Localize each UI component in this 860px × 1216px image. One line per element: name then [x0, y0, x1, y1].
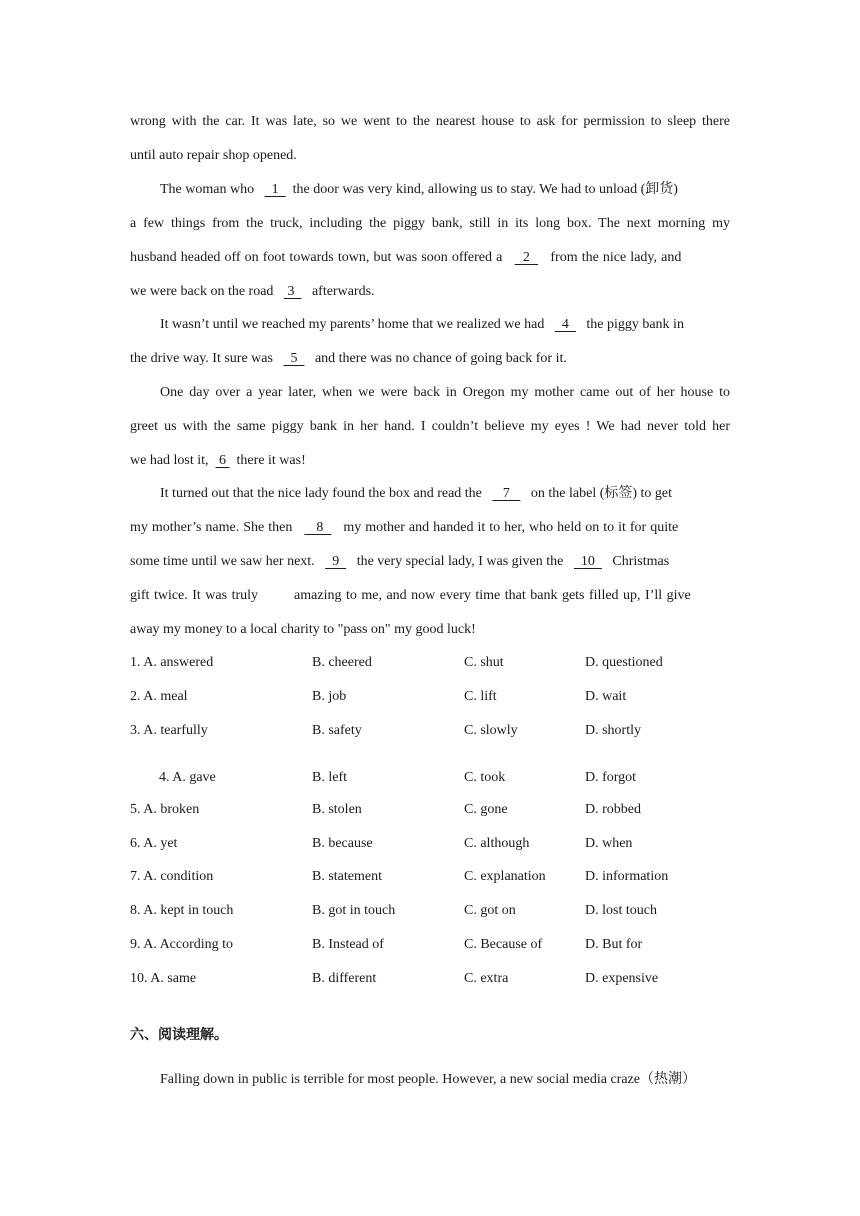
- passage-line: [130, 350, 730, 368]
- blank-3: 3: [287, 284, 295, 299]
- option-c: C. gone: [464, 802, 508, 817]
- option-b: B. left: [312, 770, 347, 785]
- passage-line: [130, 553, 730, 571]
- option-a: 4. A. gave: [159, 770, 216, 785]
- text-segment: amazing to me, and now every time that bank gets filled up, I’ll give: [294, 588, 691, 603]
- passage-line: [130, 452, 730, 470]
- blank-10: 10: [580, 554, 595, 569]
- option-a: 7. A. condition: [130, 869, 214, 884]
- blank-9: 9: [332, 554, 340, 569]
- passage-line: Falling down in public is terrible for most people. However, a new social media craze（热潮）: [160, 1072, 696, 1087]
- text-segment: on the label (标签) to get: [530, 486, 673, 501]
- option-b: B. safety: [312, 723, 362, 738]
- blank-7: 7: [502, 486, 510, 501]
- option-a: 9. A. According to: [130, 937, 234, 952]
- passage-line: [130, 587, 730, 605]
- option-d: D. forgot: [585, 770, 637, 785]
- option-b: B. Instead of: [312, 937, 384, 952]
- option-d: D. wait: [585, 689, 627, 704]
- option-c: C. shut: [464, 655, 504, 670]
- blank-2: 2: [522, 250, 530, 265]
- option-a: 8. A. kept in touch: [130, 903, 234, 918]
- option-c: C. took: [464, 770, 506, 785]
- option-a: 10. A. same: [130, 971, 197, 986]
- text-segment: the piggy bank in: [586, 317, 684, 332]
- text-segment: my mother and handed it to her, who held on to it for quite: [343, 520, 679, 535]
- text-segment: the door was very kind, allowing us to stay. We had to unload (卸货): [292, 182, 678, 197]
- option-d: D. shortly: [585, 723, 641, 738]
- text-segment: we were back on the road: [130, 284, 274, 299]
- text-segment: The woman who: [160, 182, 255, 197]
- option-b: B. got in touch: [312, 903, 396, 918]
- option-b: B. different: [312, 971, 377, 986]
- option-d: D. information: [585, 869, 669, 884]
- passage-line: away my money to a local charity to "pass on" my good luck!: [130, 622, 476, 637]
- passage-line: [130, 519, 730, 537]
- option-d: D. lost touch: [585, 903, 657, 918]
- text-segment: from the nice lady, and: [550, 250, 682, 265]
- option-b: B. stolen: [312, 802, 362, 817]
- blank-4: 4: [561, 317, 569, 332]
- section-heading: 六、阅读理解。: [130, 1027, 228, 1043]
- option-b: B. job: [312, 689, 347, 704]
- passage-line: [160, 316, 730, 334]
- passage-line: wrong with the car. It was late, so we went to the nearest house to ask for permission to sleep there: [130, 114, 730, 129]
- option-d: D. But for: [585, 937, 643, 952]
- option-d: D. when: [585, 836, 633, 851]
- option-a: 3. A. tearfully: [130, 723, 208, 738]
- option-c: C. explanation: [464, 869, 546, 884]
- text-segment: some time until we saw her next.: [130, 554, 315, 569]
- passage-line: [130, 249, 730, 267]
- text-segment: Christmas: [612, 554, 670, 569]
- text-segment: husband headed off on foot towards town, but was soon offered a: [130, 250, 503, 265]
- option-b: B. because: [312, 836, 373, 851]
- text-segment: my mother’s name. She then: [130, 520, 293, 535]
- text-segment: It turned out that the nice lady found the box and read the: [160, 486, 482, 501]
- option-b: B. statement: [312, 869, 382, 884]
- text-segment: and there was no chance of going back for it.: [314, 351, 567, 366]
- passage-line: greet us with the same piggy bank in her hand. I couldn’t believe my eyes ! We had never told her: [130, 419, 730, 434]
- passage-line: [130, 283, 730, 301]
- passage-line: a few things from the truck, including the piggy bank, still in its long box. The next morning my: [130, 216, 730, 231]
- option-c: C. lift: [464, 689, 497, 704]
- option-c: C. slowly: [464, 723, 518, 738]
- option-c: C. although: [464, 836, 530, 851]
- text-segment: the drive way. It sure was: [130, 351, 273, 366]
- blank-1: 1: [271, 182, 279, 197]
- option-d: D. questioned: [585, 655, 663, 670]
- option-d: D. robbed: [585, 802, 641, 817]
- text-segment: there it was!: [236, 453, 306, 468]
- passage-line: [160, 181, 730, 199]
- option-b: B. cheered: [312, 655, 372, 670]
- text-segment: we had lost it,: [130, 453, 209, 468]
- option-a: 2. A. meal: [130, 689, 188, 704]
- text-segment: gift twice. It was truly: [130, 588, 259, 603]
- option-a: 6. A. yet: [130, 836, 178, 851]
- blank-6: 6: [219, 453, 227, 468]
- option-c: C. Because of: [464, 937, 543, 952]
- option-a: 1. A. answered: [130, 655, 214, 670]
- text-segment: It wasn’t until we reached my parents’ home that we realized we had: [160, 317, 545, 332]
- text-segment: afterwards.: [311, 284, 375, 299]
- passage-line: One day over a year later, when we were back in Oregon my mother came out of her house to: [160, 385, 730, 400]
- blank-8: 8: [316, 520, 324, 535]
- blank-5: 5: [290, 351, 298, 366]
- option-c: C. extra: [464, 971, 509, 986]
- option-d: D. expensive: [585, 971, 659, 986]
- passage-line: until auto repair shop opened.: [130, 148, 297, 163]
- option-a: 5. A. broken: [130, 802, 200, 817]
- text-segment: the very special lady, I was given the: [356, 554, 564, 569]
- option-c: C. got on: [464, 903, 516, 918]
- passage-line: [160, 485, 730, 503]
